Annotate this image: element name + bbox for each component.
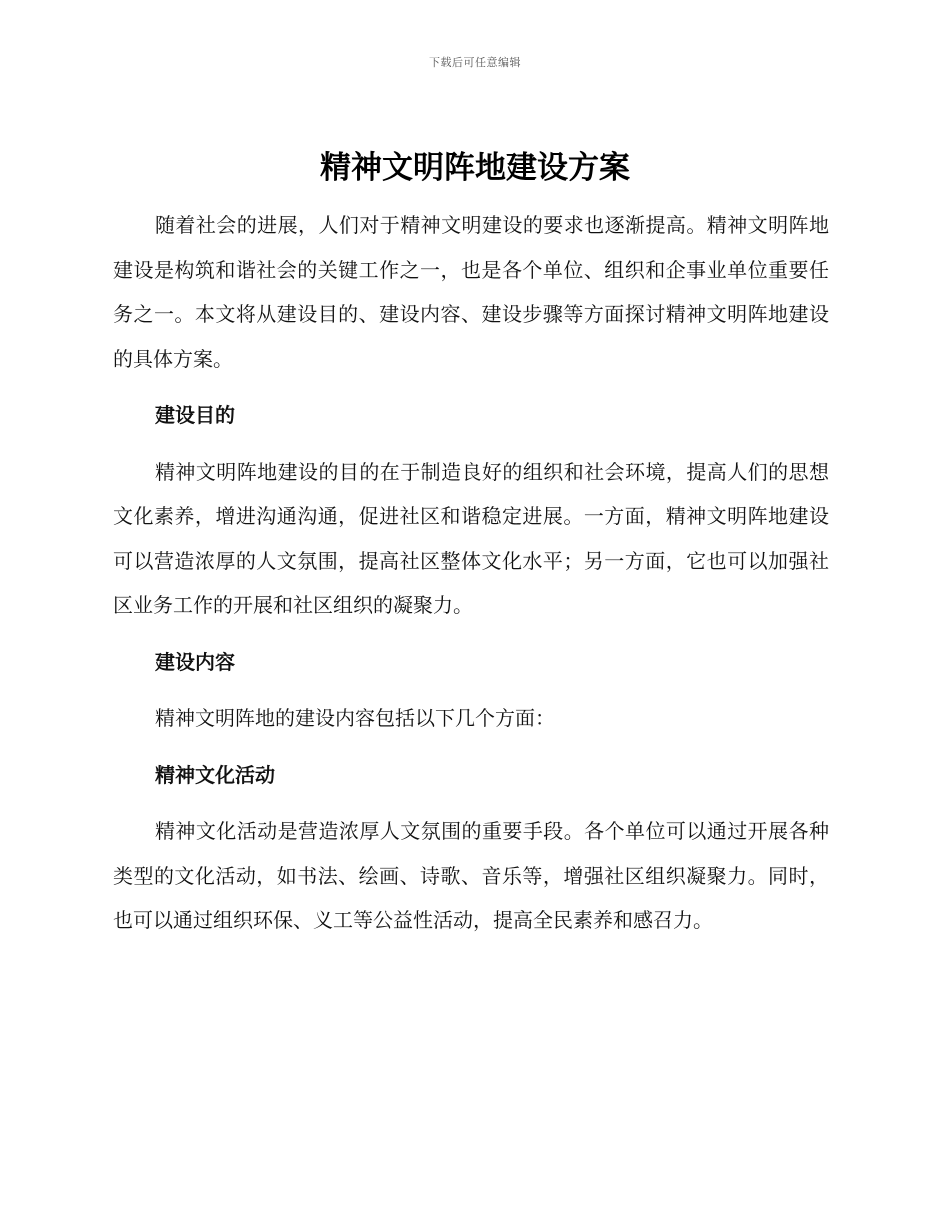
section-heading-purpose: 建设目的 bbox=[155, 403, 235, 427]
content-intro-paragraph: 精神文明阵地的建设内容包括以下几个方面： bbox=[155, 706, 555, 730]
page-header-note: 下载后可任意编辑 bbox=[429, 56, 521, 69]
purpose-paragraph: 精神文明阵地建设的目的在于制造良好的组织和社会环境，提高人们的思想文化素养，增进沟通沟通，促进社区和谐稳定进展。一方面，精神文明阵地建设可以营造浓厚的人文氛围，提高社区整体文化水平；另一方面，它也可以加强社区业务工作的开展和社区组织的凝聚力。 bbox=[113, 459, 829, 617]
intro-paragraph: 随着社会的进展，人们对于精神文明建设的要求也逐渐提高。精神文明阵地建设是构筑和谐社会的关键工作之一，也是各个单位、组织和企事业单位重要任务之一。本文将从建设目的、建设内容、建设步骤等方面探讨精神文明阵地建设的具体方案。 bbox=[113, 213, 829, 371]
document-title: 精神文明阵地建设方案 bbox=[320, 150, 630, 186]
document-body bbox=[113, 203, 829, 943]
activities-paragraph: 精神文化活动是营造浓厚人文氛围的重要手段。各个单位可以通过开展各种类型的文化活动，如书法、绘画、诗歌、音乐等，增强社区组织凝聚力。同时，也可以通过组织环保、义工等公益性活动，提高全民素养和感召力。 bbox=[113, 819, 829, 932]
section-heading-content: 建设内容 bbox=[155, 649, 235, 674]
section-heading-activities: 精神文化活动 bbox=[155, 762, 275, 787]
